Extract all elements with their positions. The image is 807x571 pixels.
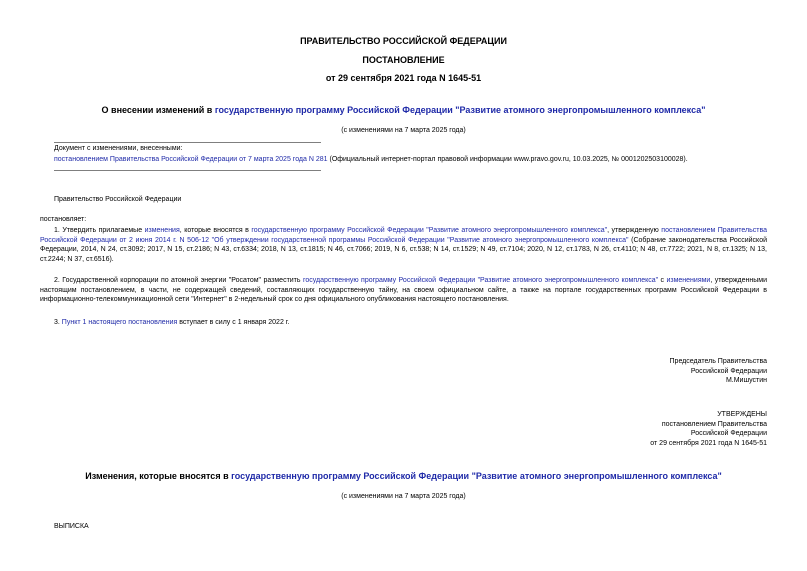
p3-text-b: вступает в силу с 1 января 2022 г.	[177, 319, 290, 326]
signature-name: М.Мишустин	[725, 377, 767, 385]
changes-label: Документ с изменениями, внесенными:	[54, 145, 183, 152]
point-1-link[interactable]: Пункт 1 настоящего постановления	[61, 319, 178, 326]
issuer: Правительство Российской Федерации	[54, 196, 182, 203]
p1-text-a: 1. Утвердить прилагаемые	[54, 227, 145, 234]
p1-text-c: , утвержденную	[607, 227, 662, 234]
resolves-word: постановляет:	[40, 216, 87, 223]
document-type: ПОСТАНОВЛЕНИЕ	[362, 55, 445, 65]
p2-text-c: , утвержденными настоящим постановлением, в части, не содержащей сведений, составляющих государственную тайну, на своем официальном сайте, а также на портале государственных программ Российской Федерации в информационно-телекоммуникационной сети "Интернет" в 2-недельный срок со дня официального опубликования настоящего постановления.	[40, 277, 767, 304]
approved-line-2: постановлением Правительства	[661, 420, 767, 428]
document-title	[0, 105, 807, 116]
title-prefix: О внесении изменений в	[101, 105, 215, 115]
program-link-3[interactable]: государственную программу Российской Федерации "Развитие атомного энергопромышленного комплекса"	[302, 277, 659, 284]
divider-top	[54, 142, 321, 143]
changes-title-prefix: Изменения, которые вносятся в	[85, 471, 232, 481]
amendment-note: (с изменениями на 7 марта 2025 года)	[341, 127, 466, 134]
approved-line-4: от 29 сентября 2021 года N 1645-51	[650, 439, 767, 447]
document-date-number: от 29 сентября 2021 года N 1645-51	[325, 73, 482, 83]
extract-label: ВЫПИСКА	[54, 523, 89, 530]
government-name: ПРАВИТЕЛЬСТВО РОССИЙСКОЙ ФЕДЕРАЦИИ	[300, 36, 507, 46]
divider-bottom	[54, 170, 321, 171]
approved-block	[600, 410, 767, 448]
paragraph-3	[54, 318, 289, 328]
approved-line-3: Российской Федерации	[690, 430, 767, 438]
decree-506-link[interactable]: постановлением Правительства Российской Федерации от 2 июня 2014 г. N 506-12 "Об утверждении государственной программы Российской Федерации "Развитие атомного энергопромышленного комплекса"	[40, 227, 767, 244]
changes-line	[54, 155, 688, 165]
program-link[interactable]: государственную программу Российской Федерации "Развитие атомного энергопромышленного комплекса"	[214, 105, 706, 115]
program-link-2[interactable]: государственную программу Российской Федерации "Развитие атомного энергопромышленного комплекса"	[251, 227, 608, 234]
publication-source: (Официальный интернет-портал правовой информации www.pravo.gov.ru, 10.03.2025, № 0001202503100028).	[327, 156, 688, 163]
p1-text-b: , которые вносятся в	[179, 227, 252, 234]
p1-text-d: (Собрание законодательства Российской Федерации, 2014, N 24, ст.3092; 2017, N 15, ст.2186; N 43, ст.6334; 2018, N 13, ст.1815; N 46, ст.7066; 2019, N 6, ст.538; N 14, ст.1529; N 49, ст.7104; 2020, N 12, ст.1783, N 26, ст.4110; N 48, ст.7722; 2021, N 8, ст.1325; N 13, ст.2244; N 37, ст.6516).	[40, 236, 767, 263]
paragraph-2	[40, 276, 767, 305]
changes-link[interactable]: изменения	[144, 227, 180, 234]
approved-line-1: УТВЕРЖДЕНЫ	[717, 411, 767, 418]
changes-link-2[interactable]: изменениями	[666, 277, 711, 284]
amending-decree-link[interactable]: постановлением Правительства Российской Федерации от 7 марта 2025 года N 281	[54, 156, 328, 163]
program-link-4[interactable]: государственную программу Российской Федерации "Развитие атомного энергопромышленного комплекса"	[231, 471, 722, 481]
changes-title	[0, 471, 807, 482]
signature-block	[600, 357, 767, 386]
signature-title: Председатель Правительства	[669, 358, 767, 365]
p2-text-b: с	[658, 277, 667, 284]
p3-text-a: 3.	[54, 319, 62, 326]
p2-text-a: 2. Государственной корпорации по атомной энергии "Росатом" разместить	[54, 277, 303, 284]
amendment-note-2: (с изменениями на 7 марта 2025 года)	[341, 493, 466, 500]
signature-org: Российской Федерации	[690, 367, 767, 375]
paragraph-1	[40, 226, 767, 264]
